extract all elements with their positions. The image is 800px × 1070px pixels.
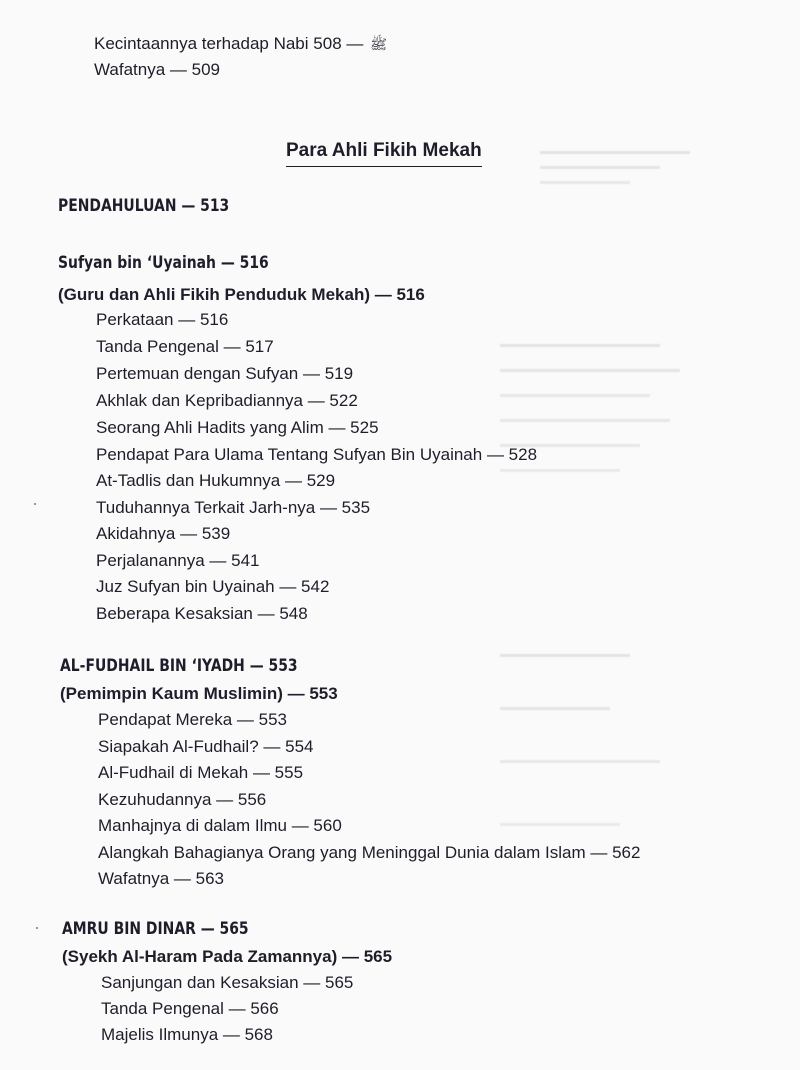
entry-page: — 508 — [313, 34, 364, 53]
speck — [34, 503, 36, 505]
toc-entry: Alangkah Bahagianya Orang yang Meninggal Dunia dalam Islam — 562 — [98, 843, 641, 862]
person-heading: AMRU BIN DINAR — 565 — [62, 919, 249, 939]
toc-entry: Sanjungan dan Kesaksian — 565 — [101, 973, 354, 992]
toc-entry: Wafatnya — 509 — [94, 60, 220, 79]
toc-entry: Manhajnya di dalam Ilmu — 560 — [98, 816, 342, 835]
toc-entry: Tanda Pengenal — 566 — [101, 999, 279, 1018]
toc-entry: Pendapat Para Ulama Tentang Sufyan Bin Uyainah — 528 — [96, 445, 538, 464]
toc-entry: Beberapa Kesaksian — 548 — [96, 604, 308, 623]
toc-entry: Kezuhudannya — 556 — [98, 790, 267, 809]
toc-entry: Akidahnya — 539 — [96, 524, 231, 543]
toc-entry: Al-Fudhail di Mekah — 555 — [98, 763, 304, 782]
toc-entry: Juz Sufyan bin Uyainah — 542 — [96, 577, 330, 596]
entry-text: Kecintaannya terhadap Nabi — [94, 34, 309, 53]
toc-entry: Seorang Ahli Hadits yang Alim — 525 — [96, 418, 379, 437]
person-heading: Sufyan bin ‘Uyainah — 516 — [58, 253, 269, 273]
show-through-block — [540, 145, 720, 205]
intro-heading: PENDAHULUAN — 513 — [58, 196, 230, 216]
toc-entry: Perjalanannya — 541 — [96, 551, 260, 570]
toc-entry: Akhlak dan Kepribadiannya — 522 — [96, 391, 358, 410]
toc-entry: Wafatnya — 563 — [98, 869, 224, 888]
person-heading: AL-FUDHAIL BIN ‘IYADH — 553 — [60, 656, 298, 676]
toc-entry: Perkataan — 516 — [96, 310, 229, 329]
toc-entry: Majelis Ilmunya — 568 — [101, 1025, 273, 1044]
section-title: Para Ahli Fikih Mekah — [286, 140, 482, 167]
toc-entry: Siapakah Al-Fudhail? — 554 — [98, 737, 314, 756]
toc-entry: At-Tadlis dan Hukumnya — 529 — [96, 471, 336, 490]
speck — [36, 927, 38, 929]
toc-entry: Pertemuan dengan Sufyan — 519 — [96, 364, 354, 383]
person-subheading: (Syekh Al-Haram Pada Zamannya) — 565 — [62, 947, 393, 966]
person-subheading: (Guru dan Ahli Fikih Penduduk Mekah) — 516 — [58, 285, 425, 304]
toc-entry: Tuduhannya Terkait Jarh-nya — 535 — [96, 498, 371, 517]
show-through-block — [500, 340, 700, 600]
toc-entry: Tanda Pengenal — 517 — [96, 337, 274, 356]
toc-entry — [94, 34, 389, 56]
person-subheading: (Pemimpin Kaum Muslimin) — 553 — [60, 684, 338, 703]
salawat-icon: ﷺ — [370, 37, 388, 53]
show-through-block — [500, 650, 700, 910]
toc-entry: Pendapat Mereka — 553 — [98, 710, 288, 729]
